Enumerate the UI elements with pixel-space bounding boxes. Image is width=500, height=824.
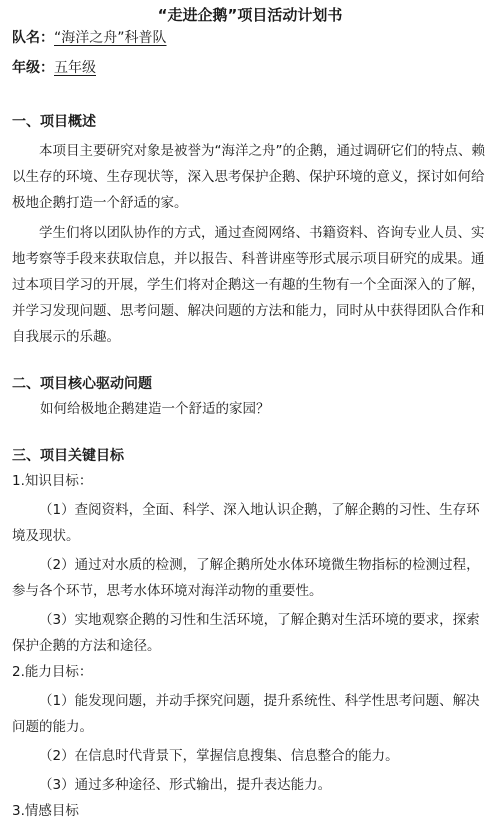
ability-goal-item: （2）在信息时代背景下，掌握信息搜集、信息整合的能力。 xyxy=(39,748,399,764)
ability-goals-label: 2.能力目标： xyxy=(12,664,93,680)
team-row xyxy=(12,26,500,50)
team-label: 队名： xyxy=(12,30,54,46)
driving-question: 如何给极地企鹅建造一个舒适的家园？ xyxy=(40,401,270,417)
section3-heading: 三、项目关键目标 xyxy=(12,448,124,464)
grade-row xyxy=(12,56,500,80)
section2-heading: 二、项目核心驱动问题 xyxy=(12,376,152,392)
knowledge-goal-item: （1）查阅资料，全面、科学、深入地认识企鹅，了解企鹅的习性、生存环境及现状。 xyxy=(12,502,480,544)
grade-label: 年级： xyxy=(12,60,54,76)
section1-paragraph-1: 本项目主要研究对象是被誉为“海洋之舟”的企鹅，通过调研它们的特点、赖以生存的环境、生存现状等，深入思考保护企鹅、保护环境的意义，探讨如何给极地企鹅打造一个舒适的家。 xyxy=(12,143,485,211)
emotion-goals-label: 3.情感目标 xyxy=(12,803,79,819)
section1-paragraph-2: 学生们将以团队协作的方式，通过查阅网络、书籍资料、咨询专业人员、实地考察等手段来获取信息，并以报告、科普讲座等形式展示项目研究的成果。通过本项目学习的开展，学生们将对企鹅这一有趣的生物有一个全面深入的了解，并学习发现问题、思考问题、解决问题的方法和能力，同时从中获得团队合作和自我展示的乐趣。 xyxy=(12,225,485,345)
section1-heading: 一、项目概述 xyxy=(12,114,96,130)
page-title: “走进企鹅”项目活动计划书 xyxy=(157,6,343,24)
knowledge-goal-item: （2）通过对水质的检测，了解企鹅所处水体环境微生物指标的检测过程，参与各个环节，思考水体环境对海洋动物的重要性。 xyxy=(12,557,480,599)
team-value: “海洋之舟”科普队 xyxy=(54,30,167,46)
knowledge-goal-item: （3）实地观察企鹅的习性和生活环境，了解企鹅对生活环境的要求，探索保护企鹅的方法和途径。 xyxy=(12,612,480,654)
ability-goal-item: （3）通过多种途径、形式输出，提升表达能力。 xyxy=(39,777,332,793)
grade-value: 五年级 xyxy=(54,60,96,76)
ability-goal-item: （1）能发现问题，并动手探究问题，提升系统性、科学性思考问题、解决问题的能力。 xyxy=(12,693,480,735)
knowledge-goals-label: 1.知识目标： xyxy=(12,473,93,489)
